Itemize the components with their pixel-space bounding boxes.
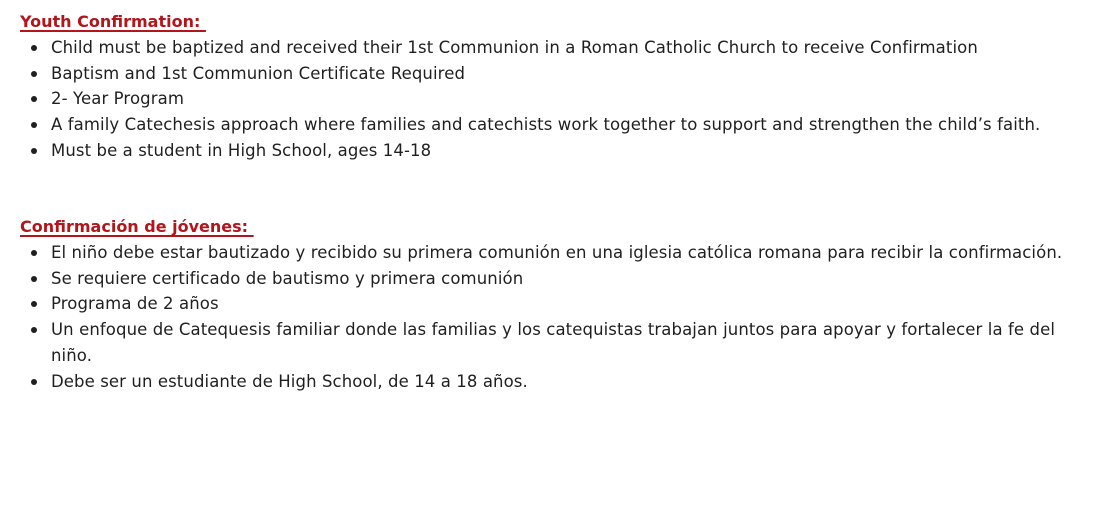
list-item [20,35,1085,61]
confirmacion-jovenes-list [20,240,1085,394]
youth-confirmation-section [20,11,1085,164]
list-item-text: Un enfoque de Catequesis familiar donde las familias y los catequistas trabajan juntos para apoyar y fortalecer la fe del niño. [51,320,1056,365]
bullet-icon [31,250,37,256]
list-item [20,266,1085,292]
list-item-text: A family Catechesis approach where families and catechists work together to support and strengthen the child’s faith. [51,115,1041,135]
bullet-icon [31,45,37,51]
list-item [20,138,1085,164]
list-item-text: El niño debe estar bautizado y recibido su primera comunión en una iglesia católica romana para recibir la confirmación. [51,243,1063,262]
list-item [20,369,1085,395]
list-item [20,112,1085,138]
bullet-icon [31,327,37,333]
list-item-text: Baptism and 1st Communion Certificate Required [51,63,466,83]
list-item [20,291,1085,317]
bullet-icon [31,301,37,307]
list-item-text: Must be a student in High School, ages 14-18 [51,140,432,160]
list-item-text: Programa de 2 años [51,294,219,314]
youth-confirmation-heading: Youth Confirmation: [20,12,206,31]
bullet-icon [31,276,37,282]
bullet-icon [31,148,37,154]
list-item-text: Child must be baptized and received their 1st Communion in a Roman Catholic Church to receive Confirmation [51,38,978,57]
list-item-text: Se requiere certificado de bautismo y primera comunión [51,268,524,288]
list-item [20,317,1085,368]
bullet-icon [31,379,37,385]
bullet-icon [31,71,37,77]
list-item [20,61,1085,87]
list-item-text: Debe ser un estudiante de High School, de 14 a 18 años. [51,371,528,391]
list-item [20,86,1085,112]
youth-confirmation-list [20,35,1085,164]
list-item [20,240,1085,266]
confirmacion-jovenes-heading: Confirmación de jóvenes: [20,217,254,236]
list-item-text: 2- Year Program [51,89,184,109]
bullet-icon [31,96,37,102]
bullet-icon [31,122,37,128]
confirmacion-jovenes-section [20,216,1085,394]
